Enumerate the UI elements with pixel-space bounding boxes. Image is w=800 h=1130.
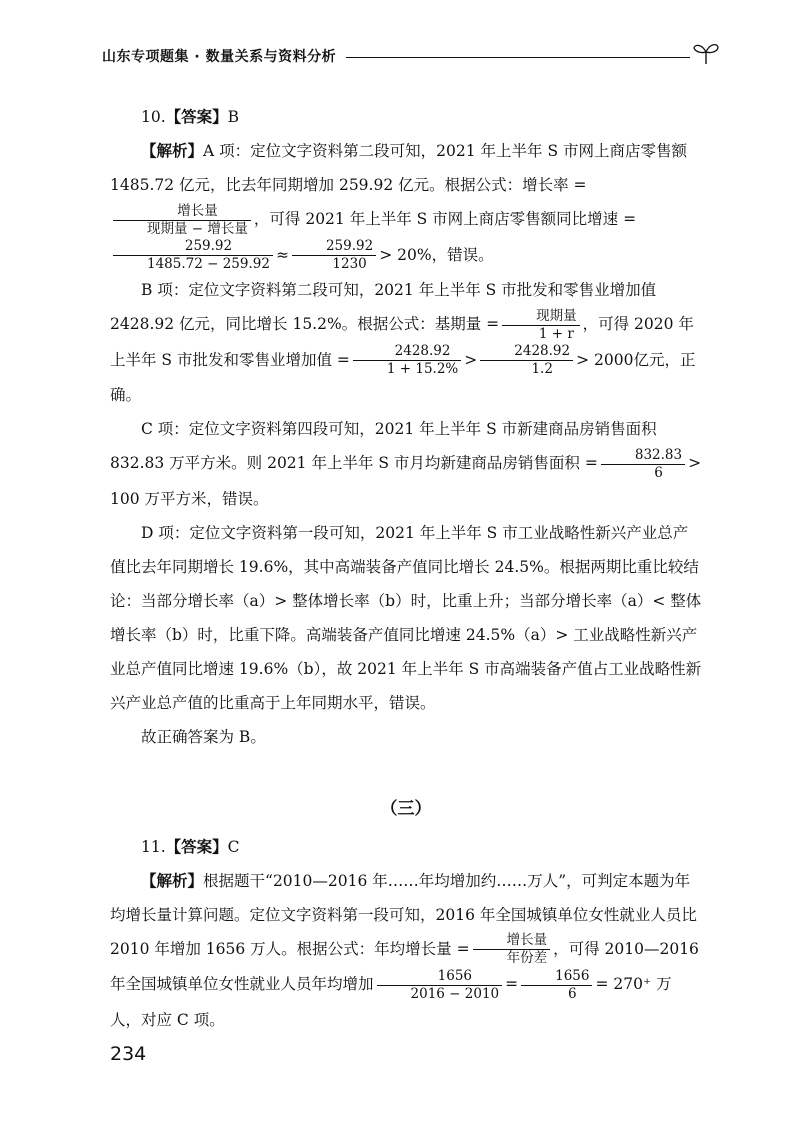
formula-numerator: 259.92	[113, 238, 273, 256]
q11-analysis	[110, 864, 702, 1037]
gt-symbol: >	[464, 350, 478, 369]
q11-number: 11.	[141, 837, 166, 856]
formula-denominator: 1 + r	[538, 325, 574, 342]
formula-numerator: 增长量	[473, 932, 551, 950]
q10-c-text-1: C 项：定位文字资料第四段可知，2021 年上半年 S 市新建商品房销售面积 832.83 万平方米。则 2021 年上半年 S 市月均新建商品房销售面积 =	[110, 420, 657, 472]
formula-numerator: 832.83	[601, 447, 685, 465]
q10-a-text-1: A 项：定位文字资料第二段可知，2021 年上半年 S 市网上商店零售额 1485.72 亿元，比去年同期增加 259.92 亿元。根据公式：增长率 =	[110, 142, 687, 194]
q11-text-1: 根据题干“2010—2016 年……年均增加约……万人”，可判定本题为年均增长量计算问题。定位文字资料第一段可知，2016 年全国城镇单位女性就业人员比 2010 年增加 1656 万人。根据公式：年均增长量 =	[110, 871, 697, 958]
q10-option-c	[110, 412, 702, 516]
q10-b-fraction-2	[480, 343, 573, 378]
formula-denominator: 1230	[332, 256, 367, 272]
q10-analysis-label: 【解析】	[141, 142, 204, 160]
formula-denominator: 1 + 15.2%	[386, 361, 459, 377]
formula-numerator: 259.92	[292, 238, 376, 256]
formula-denominator: 6	[568, 985, 577, 1002]
formula-denominator: 1.2	[531, 361, 553, 377]
q11-text-3: = 270⁺ 万人，对应 C 项。	[110, 975, 672, 1029]
formula-denominator: 年份差	[506, 950, 548, 966]
formula-denominator: 1485.72 − 259.92	[147, 256, 270, 272]
q11-analysis-label: 【解析】	[141, 871, 204, 890]
q10-answer-value: B	[227, 108, 240, 126]
q10-b-text-3: > 2000亿元，正确。	[110, 350, 696, 404]
q10-answer	[110, 100, 702, 134]
equals-symbol: =	[505, 975, 519, 993]
annual-growth-formula	[473, 932, 551, 967]
q10-c-text-2: > 100 万平方米，错误。	[110, 454, 702, 508]
formula-numerator: 2428.92	[353, 343, 461, 361]
q11-answer	[110, 830, 702, 864]
q10-a-fraction-1	[113, 238, 273, 273]
q10-answer-label: 【答案】	[165, 108, 228, 126]
q11-answer-label: 【答案】	[165, 837, 228, 856]
approx-symbol: ≈	[275, 245, 289, 264]
growth-rate-formula	[113, 203, 251, 238]
q10-a-text-2: ，可得 2021 年上半年 S 市网上商店零售额同比增速 =	[253, 210, 637, 228]
q11-text-2: ，可得 2010—2016 年全国城镇单位女性就业人员年均增加	[110, 939, 699, 993]
q10-b-text-1: B 项：定位文字资料第二段可知，2021 年上半年 S 市批发和零售业增加值 2428.92 亿元，同比增长 15.2%。根据公式：基期量 =	[110, 281, 657, 333]
book-title: 山东专项题集 · 数量关系与资料分析	[102, 49, 337, 65]
q10-option-a	[110, 134, 702, 273]
q10-number: 10.	[141, 108, 166, 126]
formula-denominator: 6	[654, 464, 663, 481]
q10-option-d: D 项：定位文字资料第一段可知，2021 年上半年 S 市工业战略性新兴产业总产值比去年同期增长 19.6%，其中高端装备产值同比增长 24.5%。根据两期比重比较结论：当部分增长率（a）> 整体增长率（b）时，比重上升；当部分增长率（a）< 整体增长率（b）时，比重下降。高端装备产值同比增速 24.5%（a）> 工业战略性新兴产业总产值同比增速 19.6%（b），故 2021 年上半年 S 市高端装备产值占工业战略性新兴产业总产值的比重高于上年同期水平，错误。	[110, 523, 702, 712]
header-rule	[346, 57, 690, 58]
q10-conclusion: 故正确答案为 B。	[141, 727, 266, 746]
section-title: （三）	[380, 798, 432, 819]
page-number: 234	[110, 1043, 147, 1065]
q10-b-text-2: ，可得 2020 年上半年 S 市批发和零售业增加值 =	[110, 315, 694, 369]
formula-denominator: 2016 − 2010	[410, 985, 500, 1002]
formula-numerator: 1656	[521, 968, 592, 986]
formula-numerator: 现期量	[502, 308, 580, 326]
formula-numerator: 2428.92	[480, 343, 573, 361]
page-content	[110, 100, 702, 1037]
page-header	[100, 40, 720, 70]
sprout-icon	[692, 40, 720, 66]
q10-option-b	[110, 273, 702, 412]
q11-answer-value: C	[227, 837, 240, 856]
formula-numerator: 1656	[377, 968, 503, 986]
q11-fraction-1	[377, 968, 503, 1003]
formula-numerator: 增长量	[113, 203, 251, 221]
q10-b-fraction-1	[353, 343, 461, 378]
q10-a-fraction-2	[292, 238, 376, 273]
formula-denominator: 现期量 − 增长量	[147, 220, 248, 237]
base-period-formula	[502, 308, 580, 343]
q10-c-fraction	[601, 447, 685, 482]
q11-fraction-2	[521, 968, 592, 1003]
q10-a-text-3: > 20%，错误。	[379, 245, 494, 264]
